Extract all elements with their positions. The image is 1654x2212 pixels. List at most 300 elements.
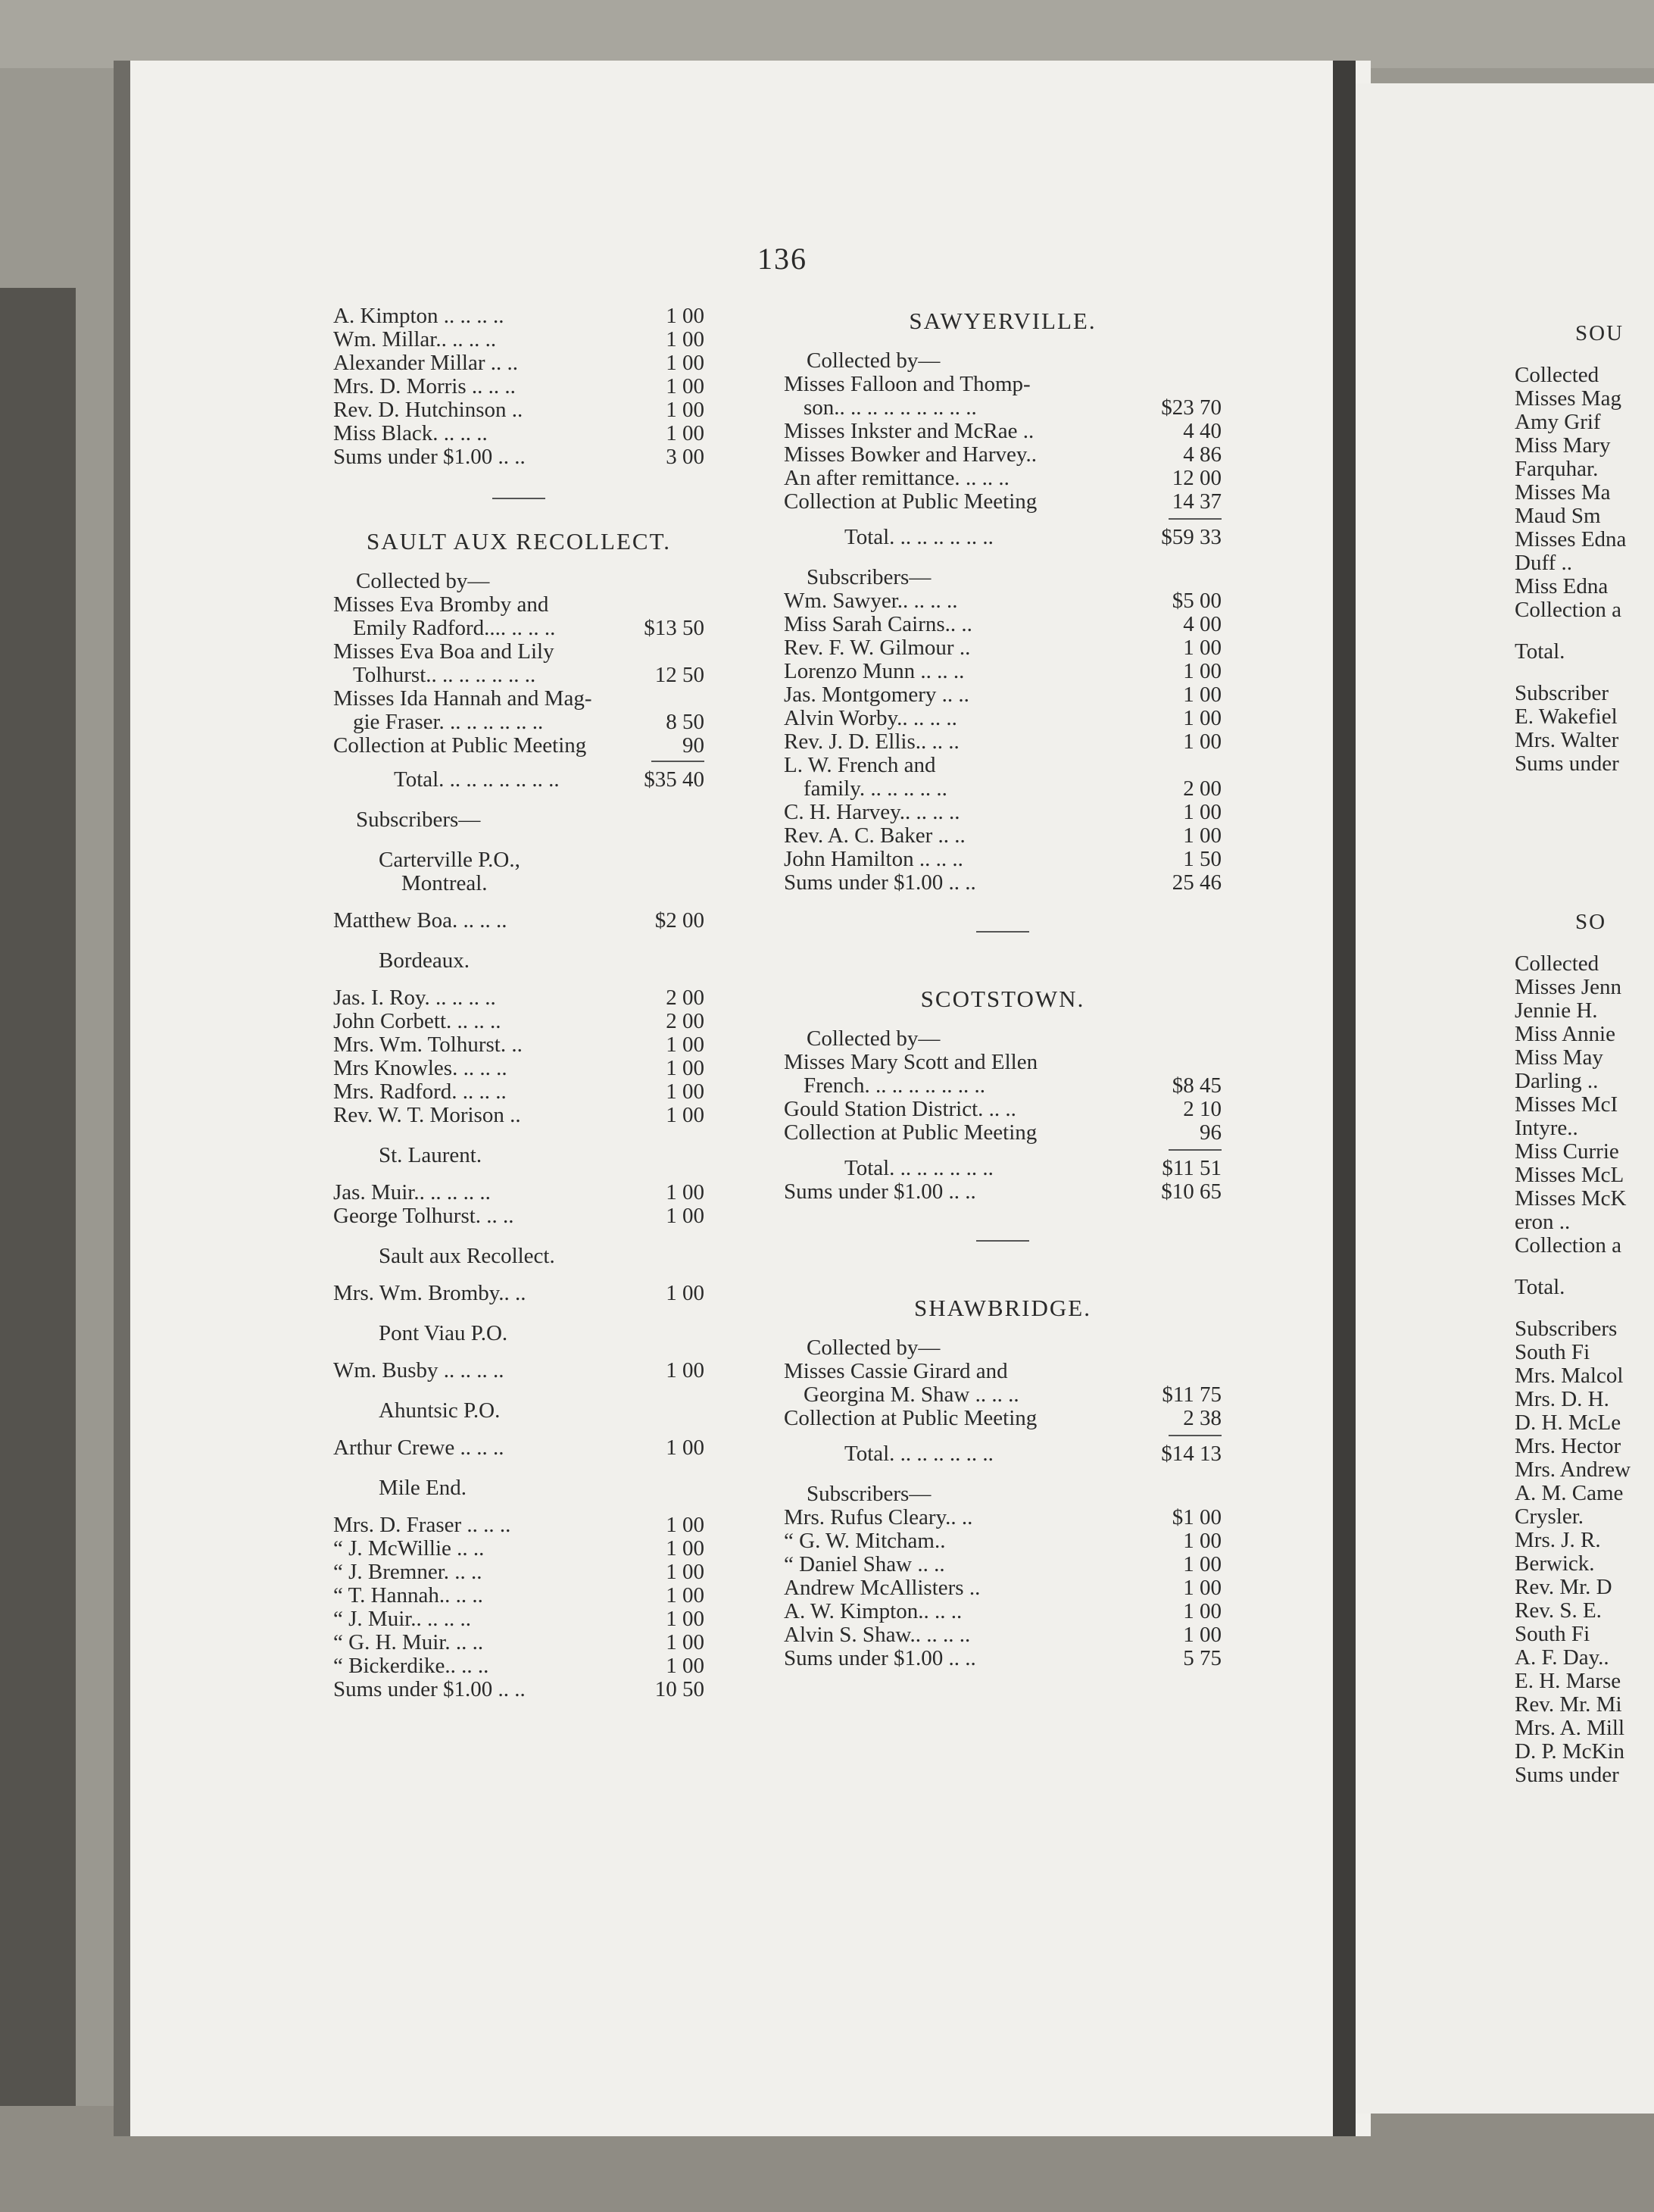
spacer: [784, 520, 1222, 526]
entry-amount: 1 00: [1183, 683, 1222, 707]
right-page-section-2: [1515, 911, 1631, 1787]
entry-name: Misses Eva Bromby and: [333, 593, 549, 617]
entry-name: French. .. .. .. .. .. .. ..: [804, 1074, 986, 1098]
entry-amount: 8 50: [666, 710, 704, 734]
entry-name: George Tolhurst. .. ..: [333, 1204, 514, 1228]
entry-name: Wm. Millar.. .. .. ..: [333, 328, 497, 351]
right-page-line: Crysler.: [1515, 1504, 1584, 1529]
entry-row: [784, 660, 1222, 683]
place-heading: Sault aux Recollect.: [379, 1244, 555, 1268]
right-page-line: Sums under: [1515, 751, 1619, 776]
spacer: [333, 1127, 704, 1133]
entry-amount: 1 00: [1183, 636, 1222, 660]
right-page-line: Amy Grif: [1515, 410, 1601, 434]
section-title: SAULT AUX RECOLLECT.: [367, 528, 671, 555]
right-page-line: South Fi: [1515, 1622, 1590, 1646]
entry-row: [784, 1383, 1222, 1407]
spacer: [333, 499, 704, 530]
entry-name: family. .. .. .. .. ..: [804, 777, 947, 801]
place-heading: Carterville P.O.,: [379, 848, 520, 872]
spacer: [784, 1145, 1222, 1149]
total-label: Total. .. .. .. .. .. ..: [844, 1157, 994, 1180]
entry-amount: 1 00: [666, 1358, 704, 1382]
entry-row: [333, 593, 704, 617]
spacer: [333, 895, 704, 909]
spacer: [333, 933, 704, 939]
subscribers-label: Subscribers—: [807, 565, 932, 589]
total-amount: $11 51: [1162, 1156, 1222, 1180]
entry-amount: 1 00: [1183, 659, 1222, 683]
spacer: [784, 1151, 1222, 1157]
entry-name: Sums under $1.00 .. ..: [784, 1647, 976, 1670]
subscribers-label: Subscribers—: [807, 1482, 932, 1506]
entry-amount: $8 45: [1172, 1073, 1222, 1098]
entry-row: [333, 351, 704, 375]
right-page-line: Darling ..: [1515, 1069, 1599, 1093]
right-page-line: Intyre..: [1515, 1116, 1578, 1140]
entry-name: Emily Radford.... .. .. ..: [353, 617, 556, 640]
spacer: [333, 1228, 704, 1234]
right-page-line: [1515, 1299, 1631, 1317]
entry-row: [333, 1080, 704, 1104]
entry-name: “ Daniel Shaw .. ..: [784, 1553, 945, 1576]
right-page-line: Sums under: [1515, 1763, 1619, 1787]
entry-amount: 1 00: [666, 351, 704, 375]
spacer: [784, 333, 1222, 349]
entry-amount: 1 00: [1183, 1623, 1222, 1647]
place-heading: Bordeaux.: [379, 948, 470, 973]
entry-name: Mrs. Rufus Cleary.. ..: [784, 1506, 973, 1529]
entry-amount: 1 00: [1183, 823, 1222, 848]
spacer: [333, 1423, 704, 1436]
entry-row: [784, 396, 1222, 420]
entry-amount: 1 00: [1183, 1552, 1222, 1576]
right-page-line: D. H. McLe: [1515, 1411, 1621, 1435]
total-amount: $35 40: [644, 767, 704, 792]
entry-row: [333, 1033, 704, 1057]
place-heading: St. Laurent.: [379, 1143, 482, 1167]
entry-name: Sums under $1.00 .. ..: [333, 445, 526, 469]
spacer: [784, 549, 1222, 566]
entry-name: Jas. I. Roy. .. .. .. ..: [333, 986, 496, 1010]
entry-row: [333, 1104, 704, 1127]
spacer: [784, 1430, 1222, 1435]
entry-amount: 90: [682, 733, 704, 758]
entry-row: [784, 707, 1222, 730]
entry-name: Jas. Muir.. .. .. .. ..: [333, 1181, 491, 1204]
spacer: [333, 758, 704, 761]
right-page-line: Rev. Mr. Mi: [1515, 1692, 1622, 1717]
entry-row: [784, 754, 1222, 777]
entry-amount: 1 00: [666, 1033, 704, 1057]
entry-name: Andrew McAllisters ..: [784, 1576, 981, 1600]
entry-amount: 1 00: [666, 1630, 704, 1654]
collected-by-label: Collected by—: [807, 1336, 941, 1360]
right-page-line: Miss May: [1515, 1045, 1603, 1070]
entry-row: [784, 1506, 1222, 1529]
entry-row: [784, 443, 1222, 467]
right-page-line: eron ..: [1515, 1210, 1571, 1234]
entry-amount: 1 00: [1183, 1576, 1222, 1600]
spacer: [784, 1320, 1222, 1336]
right-page-line: Misses McI: [1515, 1092, 1618, 1117]
entry-row: [333, 398, 704, 422]
spacer: [784, 933, 1222, 987]
entry-name: A. Kimpton .. .. .. ..: [333, 305, 504, 328]
entry-amount: 4 86: [1183, 442, 1222, 467]
entry-row: [784, 1407, 1222, 1430]
entry-row: [333, 687, 704, 711]
entry-amount: 1 00: [1183, 1599, 1222, 1623]
entry-amount: [636, 687, 704, 711]
entry-name: Collection at Public Meeting: [333, 734, 587, 758]
entry-name: Miss Black. .. .. ..: [333, 422, 488, 445]
entry-row: [784, 1051, 1222, 1074]
entry-name: Mrs. Wm. Tolhurst. ..: [333, 1033, 523, 1057]
spacer: [333, 553, 704, 570]
entry-amount: 1 00: [1183, 1529, 1222, 1553]
right-page-line: Rev. Mr. D: [1515, 1575, 1612, 1599]
entry-row: [784, 730, 1222, 754]
right-page-line: Miss Currie: [1515, 1139, 1619, 1164]
entry-amount: 1 00: [1183, 800, 1222, 824]
entry-amount: $2 00: [654, 908, 704, 933]
entry-row: [333, 305, 704, 328]
entry-row: [784, 467, 1222, 490]
entry-row: [784, 1529, 1222, 1553]
entry-row: [784, 1647, 1222, 1670]
total-label: Total. .. .. .. .. .. .. ..: [394, 768, 560, 792]
entry-row: [333, 1537, 704, 1561]
entry-amount: 1 00: [666, 1103, 704, 1127]
right-page-line: [1515, 1258, 1631, 1276]
place-heading: Mile End.: [379, 1476, 467, 1500]
entry-row: [784, 1600, 1222, 1623]
entry-amount: 10 50: [654, 1677, 704, 1701]
spacer: [333, 973, 704, 986]
right-page-line: Misses Edna: [1515, 527, 1627, 551]
entry-amount: 12 50: [654, 663, 704, 687]
entry-amount: 5 75: [1183, 1646, 1222, 1670]
entry-name: Rev. J. D. Ellis.. .. ..: [784, 730, 960, 754]
entry-name: “ J. McWillie .. ..: [333, 1537, 485, 1561]
entry-amount: 1 00: [666, 398, 704, 422]
column-2: [784, 309, 1222, 1670]
entry-row: [333, 986, 704, 1010]
spacer: [333, 1345, 704, 1359]
entry-row: [784, 420, 1222, 443]
right-page-line: Misses Mag: [1515, 386, 1621, 411]
entry-name: Mrs Knowles. .. .. ..: [333, 1057, 507, 1080]
right-page-line: D. P. McKin: [1515, 1739, 1625, 1764]
entry-amount: 2 00: [666, 986, 704, 1010]
right-page-line: South Fi: [1515, 1340, 1590, 1364]
entry-name: Rev. D. Hutchinson ..: [333, 398, 523, 422]
right-page-line: Misses Ma: [1515, 480, 1611, 505]
entry-amount: 1 50: [1183, 847, 1222, 871]
entry-amount: 1 00: [666, 1056, 704, 1080]
entry-amount: 4 40: [1183, 419, 1222, 443]
entry-row: [333, 664, 704, 687]
entry-amount: 1 00: [666, 1180, 704, 1204]
column-1: [333, 305, 704, 1701]
entry-amount: 1 00: [666, 421, 704, 445]
entry-amount: [1153, 754, 1222, 777]
entry-name: Rev. W. T. Morison ..: [333, 1104, 521, 1127]
spacer: [333, 1500, 704, 1514]
entry-row: [784, 1576, 1222, 1600]
entry-row: [784, 589, 1222, 613]
entry-name: John Corbett. .. .. ..: [333, 1010, 501, 1033]
place-heading-line2: Montreal.: [401, 871, 488, 895]
spacer: [784, 1011, 1222, 1027]
entry-amount: 1 00: [666, 1560, 704, 1584]
entry-amount: 2 00: [1183, 776, 1222, 801]
entry-name: Collection at Public Meeting: [784, 490, 1038, 514]
entry-row: [784, 824, 1222, 848]
spacer: [333, 469, 704, 498]
entry-name: Mrs. D. Morris .. .. ..: [333, 375, 516, 398]
entry-name: Misses Mary Scott and Ellen: [784, 1051, 1038, 1074]
entry-amount: $10 65: [1161, 1179, 1222, 1204]
right-page-line: Mrs. Andrew: [1515, 1457, 1631, 1482]
entry-row: [784, 636, 1222, 660]
book-edge-top: [0, 0, 1654, 68]
entry-name: “ J. Muir.. .. .. ..: [333, 1607, 472, 1631]
entry-name: Arthur Crewe .. .. ..: [333, 1436, 504, 1460]
entry-name: Misses Cassie Girard and: [784, 1360, 1008, 1383]
entry-row: [333, 1678, 704, 1701]
entry-amount: 2 00: [666, 1009, 704, 1033]
entry-row: [333, 640, 704, 664]
entry-name: Matthew Boa. .. .. ..: [333, 909, 507, 933]
entry-amount: 1 00: [666, 1536, 704, 1561]
right-page-line: Subscriber: [1515, 681, 1609, 705]
right-page-line: Total.: [1515, 639, 1565, 664]
subscribers-label: Subscribers—: [356, 808, 481, 832]
entry-row: [333, 445, 704, 469]
entry-row: [333, 375, 704, 398]
entry-amount: 96: [1200, 1120, 1222, 1145]
entry-amount: 1 00: [666, 1204, 704, 1228]
entry-name: “ J. Bremner. .. ..: [333, 1561, 482, 1584]
right-page-line: [1515, 934, 1631, 952]
entry-row: [784, 1121, 1222, 1145]
entry-row: [333, 1010, 704, 1033]
place-heading: Ahuntsic P.O.: [379, 1398, 501, 1423]
entry-amount: [636, 640, 704, 664]
entry-amount: $11 75: [1162, 1382, 1222, 1407]
entry-row: [784, 613, 1222, 636]
entry-name: Miss Sarah Cairns.. ..: [784, 613, 972, 636]
right-page-line: [1515, 345, 1626, 364]
entry-name: C. H. Harvey.. .. .. ..: [784, 801, 960, 824]
entry-row: [784, 1098, 1222, 1121]
section-title: SAWYERVILLE.: [909, 308, 1097, 334]
spacer: [784, 1436, 1222, 1442]
right-page-line: Jennie H.: [1515, 998, 1598, 1023]
entry-amount: 1 00: [1183, 730, 1222, 754]
entry-row: [333, 1584, 704, 1607]
right-page-line: A. F. Day..: [1515, 1645, 1609, 1670]
entry-name: Alvin Worby.. .. .. ..: [784, 707, 957, 730]
entry-name: Lorenzo Munn .. .. ..: [784, 660, 965, 683]
entry-name: “ Bickerdike.. .. ..: [333, 1654, 489, 1678]
spacer: [333, 832, 704, 838]
right-page-line: Miss Annie: [1515, 1022, 1615, 1046]
entry-name: Alvin S. Shaw.. .. .. ..: [784, 1623, 971, 1647]
entry-amount: 2 10: [1183, 1097, 1222, 1121]
total-amount: $59 33: [1161, 525, 1222, 549]
spacer: [333, 1382, 704, 1389]
entry-amount: 1 00: [666, 1583, 704, 1607]
entry-amount: [1153, 1360, 1222, 1383]
entry-row: [333, 617, 704, 640]
entry-amount: 1 00: [666, 1281, 704, 1305]
entry-name: Georgina M. Shaw .. .. ..: [804, 1383, 1019, 1407]
total-row: [784, 1442, 1222, 1466]
right-page-line: Mrs. Walter: [1515, 728, 1619, 752]
entry-row: [784, 490, 1222, 514]
entry-row: [333, 909, 704, 933]
entry-amount: [1153, 373, 1222, 396]
entry-row: [784, 871, 1222, 895]
entry-row: [333, 1514, 704, 1537]
entry-amount: 12 00: [1172, 466, 1222, 490]
entry-row: [784, 373, 1222, 396]
entry-name: Misses Ida Hannah and Mag-: [333, 687, 592, 711]
entry-row: [333, 711, 704, 734]
entry-name: Misses Falloon and Thomp-: [784, 373, 1031, 396]
total-amount: $14 13: [1161, 1442, 1222, 1466]
right-page-line: Collection a: [1515, 598, 1621, 622]
right-page-line: Miss Mary: [1515, 433, 1611, 458]
entry-name: “ G. H. Muir. .. ..: [333, 1631, 484, 1654]
entry-name: Wm. Sawyer.. .. .. ..: [784, 589, 958, 613]
entry-row: [333, 1204, 704, 1228]
total-row: [333, 768, 704, 792]
entry-amount: $23 70: [1161, 395, 1222, 420]
entry-amount: 1 00: [1183, 706, 1222, 730]
entry-row: [333, 1359, 704, 1382]
right-page-line: Collection a: [1515, 1233, 1621, 1258]
right-page-line: Mrs. J. R.: [1515, 1528, 1601, 1552]
entry-amount: 14 37: [1172, 489, 1222, 514]
right-page-line: Maud Sm: [1515, 504, 1601, 528]
entry-row: [784, 1074, 1222, 1098]
entry-name: A. W. Kimpton.. .. ..: [784, 1600, 963, 1623]
entry-amount: 2 38: [1183, 1406, 1222, 1430]
entry-name: Alexander Millar .. ..: [333, 351, 519, 375]
entry-amount: 1 00: [666, 1654, 704, 1678]
collected-by-label: Collected by—: [807, 1026, 941, 1051]
entry-amount: [1153, 1051, 1222, 1074]
entry-name: Collection at Public Meeting: [784, 1407, 1038, 1430]
right-page-line: Farquhar.: [1515, 457, 1599, 481]
left-shadow: [0, 288, 76, 2182]
section-title: SHAWBRIDGE.: [914, 1295, 1091, 1321]
spacer: [784, 895, 1222, 931]
entry-name: Misses Inkster and McRae ..: [784, 420, 1035, 443]
entry-name: Misses Bowker and Harvey..: [784, 443, 1037, 467]
entry-row: [784, 1553, 1222, 1576]
entry-amount: 1 00: [666, 1436, 704, 1460]
right-page-line: Subscribers: [1515, 1317, 1618, 1341]
right-page-line: Mrs. Hector: [1515, 1434, 1621, 1458]
entry-name: Gould Station District. .. ..: [784, 1098, 1016, 1121]
total-label: Total. .. .. .. .. .. ..: [844, 1442, 994, 1466]
entry-row: [333, 422, 704, 445]
entry-row: [784, 1180, 1222, 1204]
entry-amount: 1 00: [666, 1513, 704, 1537]
right-page-line: E. Wakefiel: [1515, 705, 1618, 729]
entry-row: [333, 328, 704, 351]
entry-name: Mrs. Radford. .. .. ..: [333, 1080, 507, 1104]
right-page-line: A. M. Came: [1515, 1481, 1624, 1505]
entry-amount: 1 00: [666, 304, 704, 328]
place-heading: Pont Viau P.O.: [379, 1321, 508, 1345]
entry-row: [333, 1282, 704, 1305]
entry-row: [333, 734, 704, 758]
entry-amount: $1 00: [1172, 1505, 1222, 1529]
collected-by-label: Collected by—: [356, 569, 490, 593]
right-page-line: Collected: [1515, 951, 1599, 976]
spacer: [333, 792, 704, 808]
right-page-line: Misses Jenn: [1515, 975, 1621, 999]
entry-amount: 4 00: [1183, 612, 1222, 636]
entry-name: Jas. Montgomery .. ..: [784, 683, 969, 707]
entry-row: [784, 1360, 1222, 1383]
right-page-line: Collected: [1515, 363, 1599, 387]
entry-name: Mrs. Wm. Bromby.. ..: [333, 1282, 526, 1305]
entry-row: [333, 1057, 704, 1080]
collected-by-label: Collected by—: [807, 348, 941, 373]
entry-amount: $5 00: [1172, 589, 1222, 613]
entry-name: Wm. Busby .. .. .. ..: [333, 1359, 504, 1382]
entry-name: Mrs. D. Fraser .. .. ..: [333, 1514, 511, 1537]
spacer: [784, 514, 1222, 518]
right-page-line: [1515, 622, 1626, 640]
entry-name: son.. .. .. .. .. .. .. .. ..: [804, 396, 977, 420]
entry-name: Sums under $1.00 .. ..: [784, 871, 976, 895]
spacer: [333, 1460, 704, 1466]
entry-row: [333, 1654, 704, 1678]
total-row: [784, 1157, 1222, 1180]
section-title: SCOTSTOWN.: [920, 986, 1085, 1012]
right-page-line: Duff ..: [1515, 551, 1572, 575]
entry-amount: 1 00: [666, 374, 704, 398]
entry-row: [784, 801, 1222, 824]
right-page-line: Mrs. A. Mill: [1515, 1716, 1625, 1740]
right-page-line: Misses McL: [1515, 1163, 1624, 1187]
entry-name: Sums under $1.00 .. ..: [784, 1180, 976, 1204]
entry-row: [333, 1607, 704, 1631]
entry-name: “ G. W. Mitcham..: [784, 1529, 946, 1553]
entry-amount: 1 00: [666, 1079, 704, 1104]
entry-row: [333, 1561, 704, 1584]
right-page-line: Mrs. Malcol: [1515, 1364, 1624, 1388]
entry-name: Rev. A. C. Baker .. ..: [784, 824, 966, 848]
right-page-line: Miss Edna: [1515, 574, 1609, 598]
right-page-line: Rev. S. E.: [1515, 1598, 1602, 1623]
entry-name: gie Fraser. .. .. .. .. .. ..: [353, 711, 544, 734]
right-page-line: SOU: [1575, 321, 1624, 345]
entry-name: Misses Eva Boa and Lily: [333, 640, 554, 664]
entry-name: Rev. F. W. Gilmour ..: [784, 636, 971, 660]
right-page-line: Berwick.: [1515, 1551, 1595, 1576]
right-page-line: Mrs. D. H.: [1515, 1387, 1609, 1411]
entry-name: Tolhurst.. .. .. .. .. .. ..: [353, 664, 536, 687]
